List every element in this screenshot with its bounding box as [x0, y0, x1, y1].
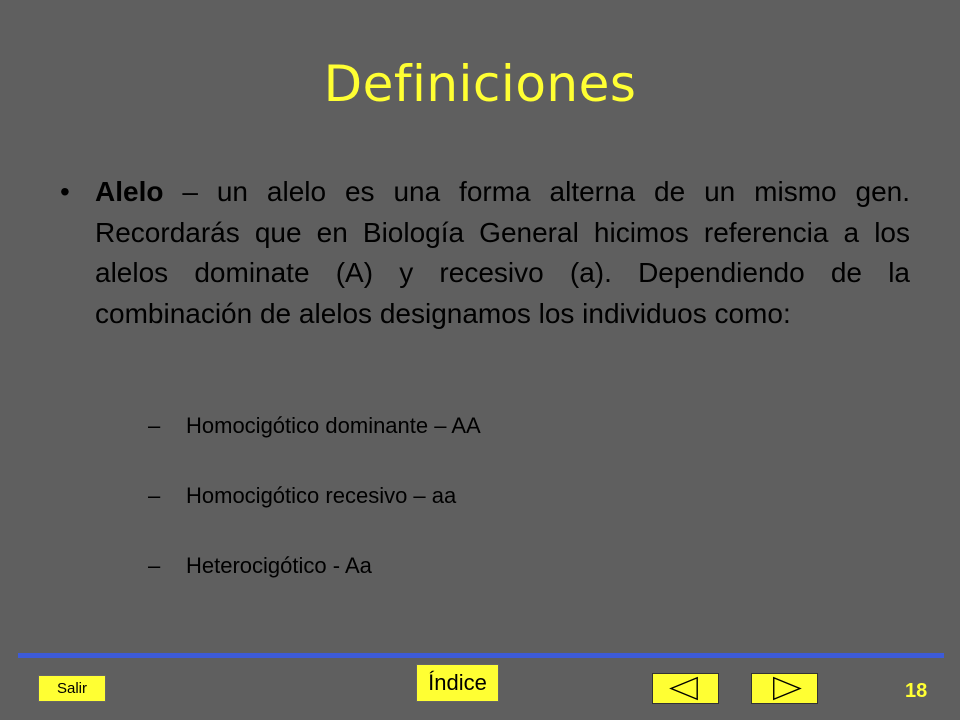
- sub-item-dash: –: [148, 413, 161, 438]
- sub-item-dash: –: [148, 483, 161, 508]
- sub-item: [148, 480, 481, 550]
- next-slide-button[interactable]: [751, 673, 818, 704]
- bullet-dot-icon: •: [60, 176, 70, 207]
- sub-item-label: Heterocigótico - Aa: [186, 553, 372, 578]
- bullet-alelo: [60, 172, 910, 334]
- index-button-label: Índice: [428, 670, 487, 695]
- previous-slide-button[interactable]: [652, 673, 719, 704]
- sub-item-label: Homocigótico recesivo – aa: [186, 483, 457, 508]
- sub-list: [148, 410, 481, 620]
- slide-title: Definiciones: [323, 55, 637, 113]
- bullet-body: – un alelo es una forma alterna de un mismo gen. Recordarás que en Biología General hicimos referencia a los alelos dominate (A) y recesivo (a). Dependiendo de la combinación de alelos designamos los individuos como:: [95, 176, 910, 329]
- footer-divider: [18, 653, 944, 658]
- index-button[interactable]: [416, 664, 499, 702]
- sub-item: [148, 550, 481, 620]
- triangle-right-icon: [752, 674, 817, 703]
- bullet-term: Alelo: [95, 176, 164, 207]
- triangle-left-icon: [653, 674, 718, 703]
- exit-button-label: Salir: [56, 680, 87, 697]
- page-number: 18: [905, 680, 928, 702]
- sub-item: [148, 410, 481, 480]
- exit-button[interactable]: [38, 675, 106, 702]
- sub-item-dash: –: [148, 553, 161, 578]
- sub-item-label: Homocigótico dominante – AA: [186, 413, 481, 438]
- bullet-text: [95, 172, 910, 334]
